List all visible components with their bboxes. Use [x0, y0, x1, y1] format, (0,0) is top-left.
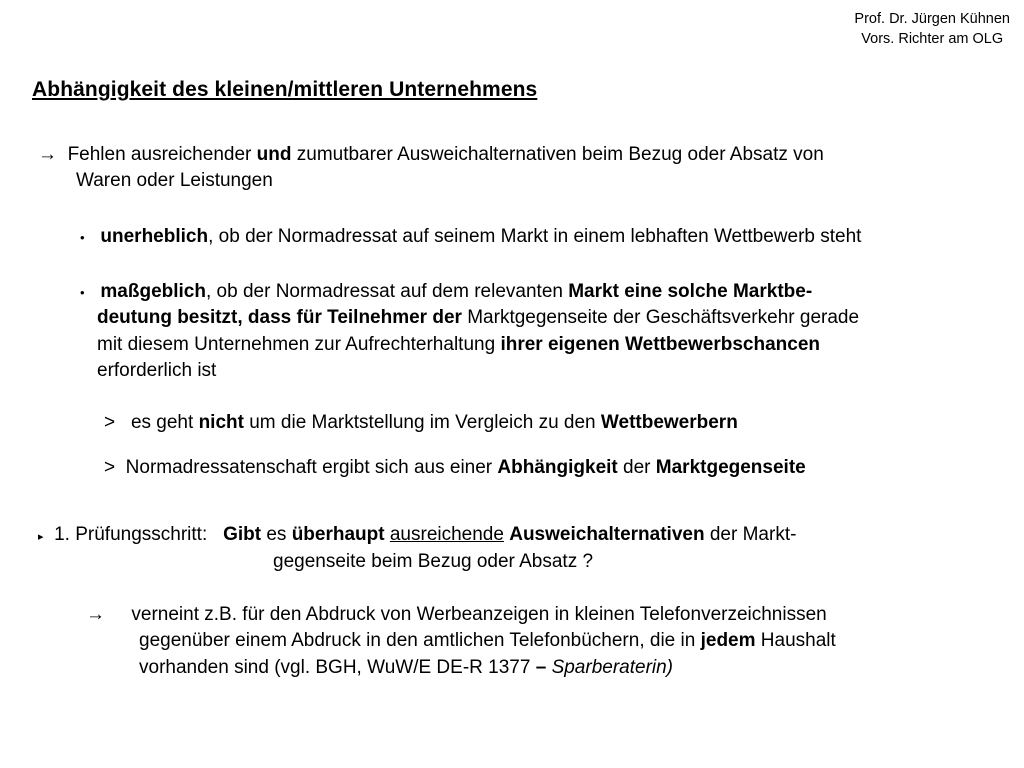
author-name: Prof. Dr. Jürgen Kühnen [854, 11, 1010, 27]
sub-point-abhaengigkeit: > Normadressatenschaft ergibt sich aus einer Abhängigkeit der Marktgegenseite [104, 457, 806, 478]
author-position: Vors. Richter am OLG [861, 31, 1004, 47]
example-line-1: → verneint z.B. für den Abdruck von Werbeanzeigen in kleinen Telefonverzeichnissen [86, 604, 827, 625]
bullet-massgeblich-line-2: deutung besitzt, dass für Teilnehmer der Marktgegenseite der Geschäftsverkehr gerade [97, 307, 860, 328]
bullet-icon: • [80, 230, 85, 245]
bullet-unerheblich: • unerheblich, ob der Normadressat auf seinem Markt in einem lebhaften Wettbewerb steht [80, 226, 862, 247]
greater-than-icon: > [104, 412, 116, 433]
right-arrow-icon: → [86, 604, 105, 625]
bullet-icon: • [80, 285, 85, 300]
author-block [854, 9, 1010, 49]
intro-line-2: Waren oder Leistungen [76, 170, 273, 191]
pruefungsschritt-line-1: ▸ 1. Prüfungsschritt: Gibt es überhaupt ausreichende Ausweichalternativen der Markt- [38, 524, 797, 545]
example-line-3: vorhanden sind (vgl. BGH, WuW/E DE-R 1377 – Sparberaterin) [139, 657, 674, 678]
bullet-massgeblich-line-3: mit diesem Unternehmen zur Aufrechterhaltung ihrer eigenen Wettbewerbschancen [97, 334, 821, 355]
example-line-2: gegenüber einem Abdruck in den amtlichen Telefonbüchern, die in jedem Haushalt [139, 630, 836, 651]
bullet-massgeblich-line-4: erforderlich ist [97, 360, 217, 381]
greater-than-icon: > [104, 457, 116, 478]
intro-line-1: → Fehlen ausreichender und zumutbarer Ausweichalternativen beim Bezug oder Absatz von [38, 144, 824, 165]
triangle-bullet-icon: ▸ [38, 531, 44, 543]
pruefungsschritt-line-2: gegenseite beim Bezug oder Absatz ? [273, 551, 594, 572]
bullet-massgeblich-line-1: • maßgeblich, ob der Normadressat auf dem relevanten Markt eine solche Marktbe- [80, 281, 813, 302]
page-title: Abhängigkeit des kleinen/mittleren Unternehmens [32, 78, 538, 101]
right-arrow-icon: → [38, 144, 57, 165]
sub-point-wettbewerber: > es geht nicht um die Marktstellung im Vergleich zu den Wettbewerbern [104, 412, 738, 433]
